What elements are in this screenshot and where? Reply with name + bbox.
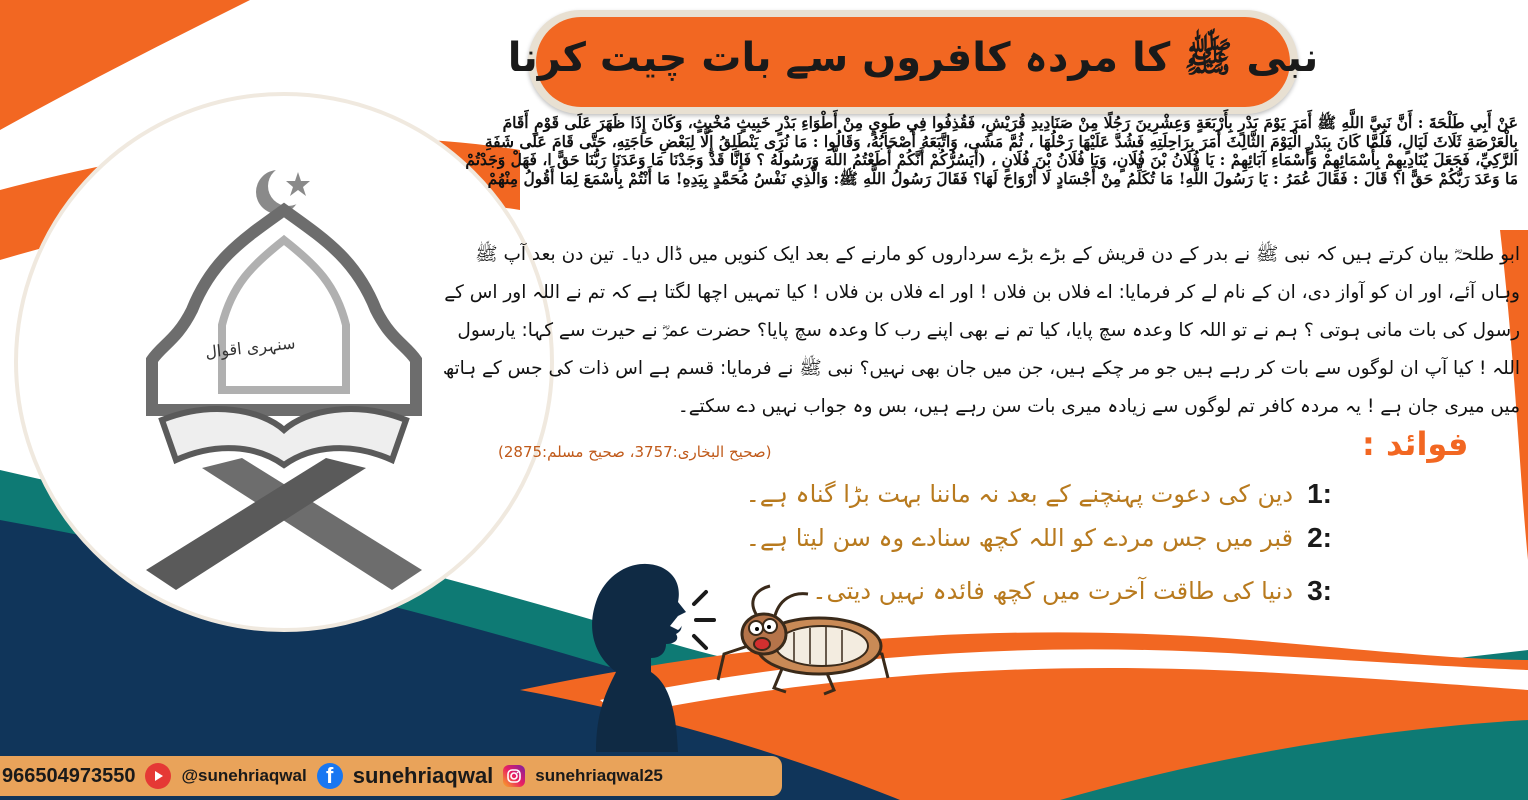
urdu-translation-text: ابو طلحہؓ بیان کرتے ہیں کہ نبی ﷺ نے بدر کے دن قریش کے بڑے بڑے سرداروں کو مارنے کے بعد ایک کنویں میں ڈال دیا۔ تین دن بعد آپ ﷺ وہاں آئے، اور ان کو آواز دی، ان کے نام لے کر فرمایا: اے فلاں بن فلاں ! اور اے فلاں بن فلاں ! کیا تمہیں اچھا لگتا ہے کہ تم نے اللہ اور اس کے رسول کی بات مانی ہوتی ؟ ہم نے تو اللہ کا وعدہ سچ پایا، کیا تم نے بھی اپنے رب کا وعدہ سچ پایا؟ حضرت عمرؓ نے حیرت سے کہا: یارسول اللہ ! کیا آپ ان لوگوں سے بات کر رہے ہیں جو مر چکے ہیں، جن میں جان بھی نہیں؟ نبی ﷺ نے فرمایا: قسم ہے اس ذات کی جس کے ہاتھ میں میری جان ہے ! یہ مردہ کافر تم لوگوں سے زیادہ میری بات سن رہے ہیں، بس وہ جواب نہیں دے سکتے۔ bbox=[442, 244, 1520, 417]
hadith-reference: (صحیح البخاری:3757، صحیح مسلم:2875) bbox=[498, 443, 772, 461]
title-pill bbox=[507, 17, 1319, 107]
arabic-hadith-text: عَنْ أَبِي طَلْحَةَ : أَنَّ نَبِيَّ اللَّهِ ﷺ أَمَرَ يَوْمَ بَدْرٍ بِأَرْبَعَةٍ وَعِشْرِينَ رَجُلًا مِنْ صَنَادِيدِ قُرَيْشٍ، فَقُذِفُوا فِي طَوِيٍ مِنْ أَطْوَاءِ بَدْرٍ خَبِيثٍ مُخْبِثٍ، وَكَانَ إِذَا ظَهَرَ عَلَى قَوْمٍ أَقَامَ بِالْعَرْصَةِ ثَلَاثَ لَيَالٍ، فَلَمَّا كَانَ بِبَدْرٍ الْيَوْمَ الثَّالِثَ أَمَرَ بِرَاحِلَتِهِ فَشُدَّ عَلَيْهَا رَحْلُهَا ، ثُمَّ مَشَى، وَاتَّبَعَهُ أَصْحَابُهُ، وَقَالُوا : مَا نُرَى يَنْطَلِقُ إِلَّا لِبَعْضِ حَاجَتِهِ، حَتَّى قَامَ عَلَى شَفَةِ الرَّكِيِّ، فَجَعَلَ يُنَادِيهِمْ بِأَسْمَائِهِمْ وَأَسْمَاءِ آبَائِهِمْ : يَا فُلَانُ بْنَ فُلَانٍ، وَيَا فُلَانُ بْنَ فُلَانٍ ، (أَيَسُرُّكُمْ أَنَّكُمْ أَطَعْتُمُ اللَّهَ وَرَسُولَهُ ؟ فَإِنَّا قَدْ وَجَدْنَا مَا وَعَدَنَا رَبُّنَا حَقًّ ا، فَهَلْ وَجَدْتُمْ مَا وَعَدَ رَبُّكُمْ حَقًّ ا؟ قَالَ : فَقَالَ عُمَرُ : يَا رَسُولَ اللَّهِ! مَا تُكَلِّمُ مِنْ أَجْسَادٍ لَا أَرْوَاحَ لَهَا؟ فَقَالَ رَسُولُ اللَّهِ ﷺ: وَالَّذِي نَفْسُ مُحَمَّدٍ بِيَدِهِ! مَا أَنْتُمْ بِأَسْمَعَ لِمَا أَقُولُ مِنْهُمْ bbox=[465, 113, 1518, 188]
shout-lines-icon bbox=[694, 592, 714, 648]
shouting-man-illustration bbox=[566, 552, 716, 752]
benefit-text: دین کی دعوت پہنچنے کے بعد نہ ماننا بہت بڑا گناہ ہے۔ bbox=[745, 480, 1294, 508]
benefit-item-2 bbox=[746, 522, 1332, 554]
benefit-number: 3: bbox=[1307, 575, 1332, 606]
youtube-handle[interactable]: @sunehriaqwal bbox=[181, 766, 307, 785]
dead-cockroach-illustration bbox=[714, 584, 894, 696]
page-title: نبی ﷺ کا مردہ کافروں سے بات چیت کرنا bbox=[507, 35, 1319, 81]
facebook-icon[interactable]: f bbox=[317, 763, 343, 789]
logo-label: سنہری اقوال bbox=[204, 333, 297, 362]
instagram-icon[interactable] bbox=[503, 765, 525, 787]
benefit-text: قبر میں جس مردے کو اللہ کچھ سنادے وہ سن لیتا ہے۔ bbox=[745, 524, 1294, 552]
benefit-item-1 bbox=[746, 478, 1332, 510]
instagram-handle[interactable]: sunehriaqwal25 bbox=[535, 766, 663, 785]
social-footer-bar bbox=[0, 756, 782, 796]
phone-number: 966504973550 bbox=[2, 764, 136, 787]
benefit-number: 1: bbox=[1307, 478, 1332, 509]
benefit-text: دنیا کی طاقت آخرت میں کچھ فائدہ نہیں دیتی۔ bbox=[812, 577, 1294, 605]
title-banner bbox=[507, 10, 1319, 114]
youtube-icon[interactable] bbox=[145, 763, 171, 789]
open-book-icon bbox=[146, 409, 422, 590]
facebook-handle[interactable]: sunehriaqwal bbox=[352, 763, 494, 788]
benefits-heading: فوائد : bbox=[1362, 425, 1469, 463]
benefit-number: 2: bbox=[1307, 522, 1332, 553]
